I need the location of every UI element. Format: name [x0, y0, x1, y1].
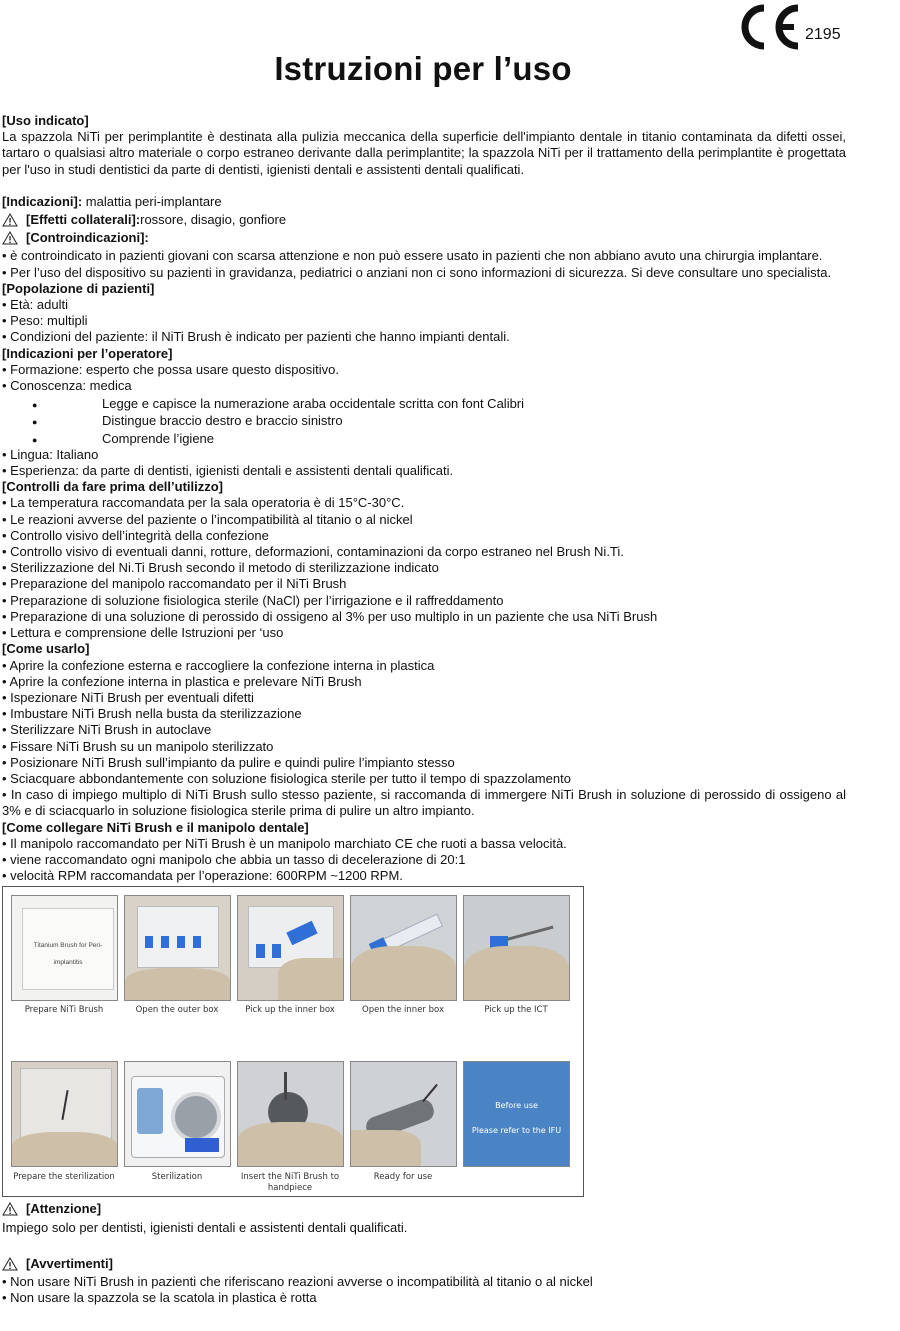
list-item: • Controllo visivo dell’integrità della confezione	[2, 527, 269, 543]
attenzione-text: Impiego solo per dentisti, igienisti dentali e assistenti dentali qualificati.	[2, 1219, 408, 1235]
controindicazioni-label: [Controindicazioni]:	[26, 230, 149, 246]
uso-indicato-text: La spazzola NiTi per perimplantite è destinata alla pulizia meccanica della superficie dell'impianto dentale in titanio contaminata da difetti ossei, tartaro o qualsiasi altro materiale o corpo estraneo derivante dalla perimplantite; la spazzola NiTi per il trattamento della perimplantite è progettata per l'uso in studi dentistici da parte di dentisti, igienisti dentali e assistenti dentali qualificati.	[2, 129, 846, 177]
indicazioni-line	[2, 194, 846, 210]
section-heading-operatore: [Indicazioni per l’operatore]	[2, 345, 173, 361]
document-body	[2, 113, 846, 1306]
photo-inner-box	[237, 895, 344, 1001]
list-item: • In caso di impiego multiplo di NiTi Brush sullo stesso paziente, si raccomanda di immergere NiTi Brush in soluzione di perossido di ossigeno al 3% e di sciacquarlo in soluzione fisiologica sterile prima di pulire un altro impianto.	[2, 787, 846, 819]
section-heading-come-usarlo: [Come usarlo]	[2, 641, 90, 657]
photo-caption: Prepare NiTi Brush	[24, 1005, 104, 1016]
list-item: • Il manipolo raccomandato per NiTi Brush è un manipolo marchiato CE che ruoti a bassa velocità.	[2, 835, 567, 851]
ce-number: 2195	[805, 26, 841, 43]
sub-list-item	[2, 431, 846, 447]
list-item: • Imbustare NiTi Brush nella busta da sterilizzazione	[2, 706, 302, 722]
panel-before-use	[463, 1061, 570, 1167]
list-item: • viene raccomandato ogni manipolo che abbia un tasso di decelerazione di 20:1	[2, 851, 466, 867]
list-item: • Non usare la spazzola se la scatola in plastica è rotta	[2, 1290, 317, 1306]
list-item: • Ispezionare NiTi Brush per eventuali difetti	[2, 689, 254, 705]
photo-caption: Ready for use	[373, 1172, 433, 1183]
effetti-text: rossore, disagio, gonfiore	[140, 212, 287, 228]
sub-list-item	[2, 413, 846, 429]
photo-autoclave	[124, 1061, 231, 1167]
photo-outer-box	[124, 895, 231, 1001]
list-item: • Sterilizzare NiTi Brush in autoclave	[2, 722, 212, 738]
photo-insert-handpiece	[237, 1061, 344, 1167]
photo-pick-ict	[463, 895, 570, 1001]
photo-caption: Open the outer box	[135, 1005, 219, 1016]
panel-line-1: Before use	[495, 1101, 538, 1111]
list-item: • Preparazione di soluzione fisiologica sterile (NaCl) per l’irrigazione e il raffreddamento	[2, 592, 504, 608]
effetti-line	[2, 212, 846, 228]
effetti-label: [Effetti collaterali]:	[26, 212, 141, 228]
list-item: • La temperatura raccomandata per la sala operatoria è di 15°C-30°C.	[2, 495, 405, 511]
list-item: • Peso: multipli	[2, 313, 88, 329]
attenzione-label: [Attenzione]	[26, 1201, 102, 1217]
sub-list-item	[2, 396, 846, 412]
warning-icon	[2, 213, 18, 227]
photo-caption: Prepare the sterilization	[13, 1172, 115, 1183]
list-item: • Esperienza: da parte di dentisti, igienisti dentali e assistenti dentali qualificati.	[2, 463, 454, 479]
list-item: • Sterilizzazione del Ni.Ti Brush secondo il metodo di sterilizzazione indicato	[2, 560, 439, 576]
section-heading-uso: [Uso indicato]	[2, 113, 89, 128]
list-item: • velocità RPM raccomandata per l’operazione: 600RPM ~1200 RPM.	[2, 868, 403, 884]
list-item: • Fissare NiTi Brush su un manipolo sterilizzato	[2, 738, 274, 754]
section-heading-popolazione: [Popolazione di pazienti]	[2, 280, 155, 296]
section-heading-controlli: [Controlli da fare prima dell’utilizzo]	[2, 479, 224, 495]
photo-caption: Pick up the inner box	[245, 1005, 335, 1016]
warning-icon	[2, 1202, 18, 1216]
list-item: • Controllo visivo di eventuali danni, rotture, deformazioni, contaminazioni da corpo estraneo nel Brush Ni.Ti.	[2, 544, 624, 560]
instruction-photo-grid	[2, 886, 584, 1197]
warning-icon	[2, 231, 18, 245]
attenzione-line	[2, 1201, 846, 1217]
list-item: • Formazione: esperto che possa usare questo dispositivo.	[2, 361, 339, 377]
list-item: • Condizioni del paziente: il NiTi Brush è indicato per pazienti che hanno impianti dentali.	[2, 329, 510, 345]
sub-list-text: Comprende l’igiene	[102, 430, 215, 446]
avvertimenti-line	[2, 1256, 846, 1272]
list-item: • Lingua: Italiano	[2, 446, 99, 462]
sub-list-text: Distingue braccio destro e braccio sinistro	[102, 413, 343, 429]
list-item: • Lettura e comprensione delle Istruzioni per ‘uso	[2, 625, 284, 641]
photo-ready-for-use	[350, 1061, 457, 1167]
list-item: • è controindicato in pazienti giovani con scarsa attenzione e non può essere usato in pazienti che non abbiano avuto una chirurgia implantare.	[2, 248, 823, 264]
list-item: • Non usare NiTi Brush in pazienti che riferiscano reazioni avverse o incompatibilità al titanio o al nickel	[2, 1273, 593, 1289]
photo-open-inner	[350, 895, 457, 1001]
list-item: • Sciacquare abbondantemente con soluzione fisiologica sterile per tutto il tempo di spazzolamento	[2, 770, 571, 786]
photo-caption: Open the inner box	[362, 1005, 444, 1016]
avvertimenti-label: [Avvertimenti]	[26, 1255, 113, 1271]
list-item: • Le reazioni avverse del paziente o l’incompatibilità al titanio o al nickel	[2, 511, 413, 527]
photo-product-box	[11, 895, 118, 1001]
panel-line-2: Please refer to the IFU	[471, 1125, 562, 1135]
controindicazioni-line	[2, 230, 846, 246]
list-item: • Per l’uso del dispositivo su pazienti in gravidanza, pediatrici o anziani non ci sono informazioni di sicurezza. Si deve consultare uno specialista.	[2, 264, 832, 280]
photo-caption: Sterilization	[151, 1172, 203, 1183]
list-item: • Età: adulti	[2, 297, 68, 313]
photo-sterilization-pouch	[11, 1061, 118, 1167]
box-label: Titanium Brush for Peri-implantitis	[33, 942, 103, 966]
list-item: • Preparazione del manipolo raccomandato per il NiTi Brush	[2, 576, 347, 592]
photo-caption: Pick up the ICT	[484, 1005, 548, 1016]
list-item: • Aprire la confezione esterna e raccogliere la confezione interna in plastica	[2, 657, 435, 673]
page-title: Istruzioni per l’uso	[274, 50, 572, 87]
photo-caption: Insert the NiTi Brush to handpiece	[240, 1172, 340, 1194]
list-item: • Conoscenza: medica	[2, 378, 132, 394]
indicazioni-text: malattia peri-implantare	[82, 193, 222, 209]
sub-list-text: Legge e capisce la numerazione araba occidentale scritta con font Calibri	[102, 396, 525, 412]
warning-icon	[2, 1257, 18, 1271]
list-item: • Preparazione di una soluzione di perossido di ossigeno al 3% per uso multiplo in un paziente che usa NiTi Brush	[2, 608, 658, 624]
section-heading-collegare: [Come collegare NiTi Brush e il manipolo dentale]	[2, 819, 309, 835]
indicazioni-label: [Indicazioni]:	[2, 193, 83, 209]
list-item: • Aprire la confezione interna in plastica e prelevare NiTi Brush	[2, 673, 362, 689]
list-item: • Posizionare NiTi Brush sull’impianto da pulire e quindi pulire l’impianto stesso	[2, 754, 455, 770]
